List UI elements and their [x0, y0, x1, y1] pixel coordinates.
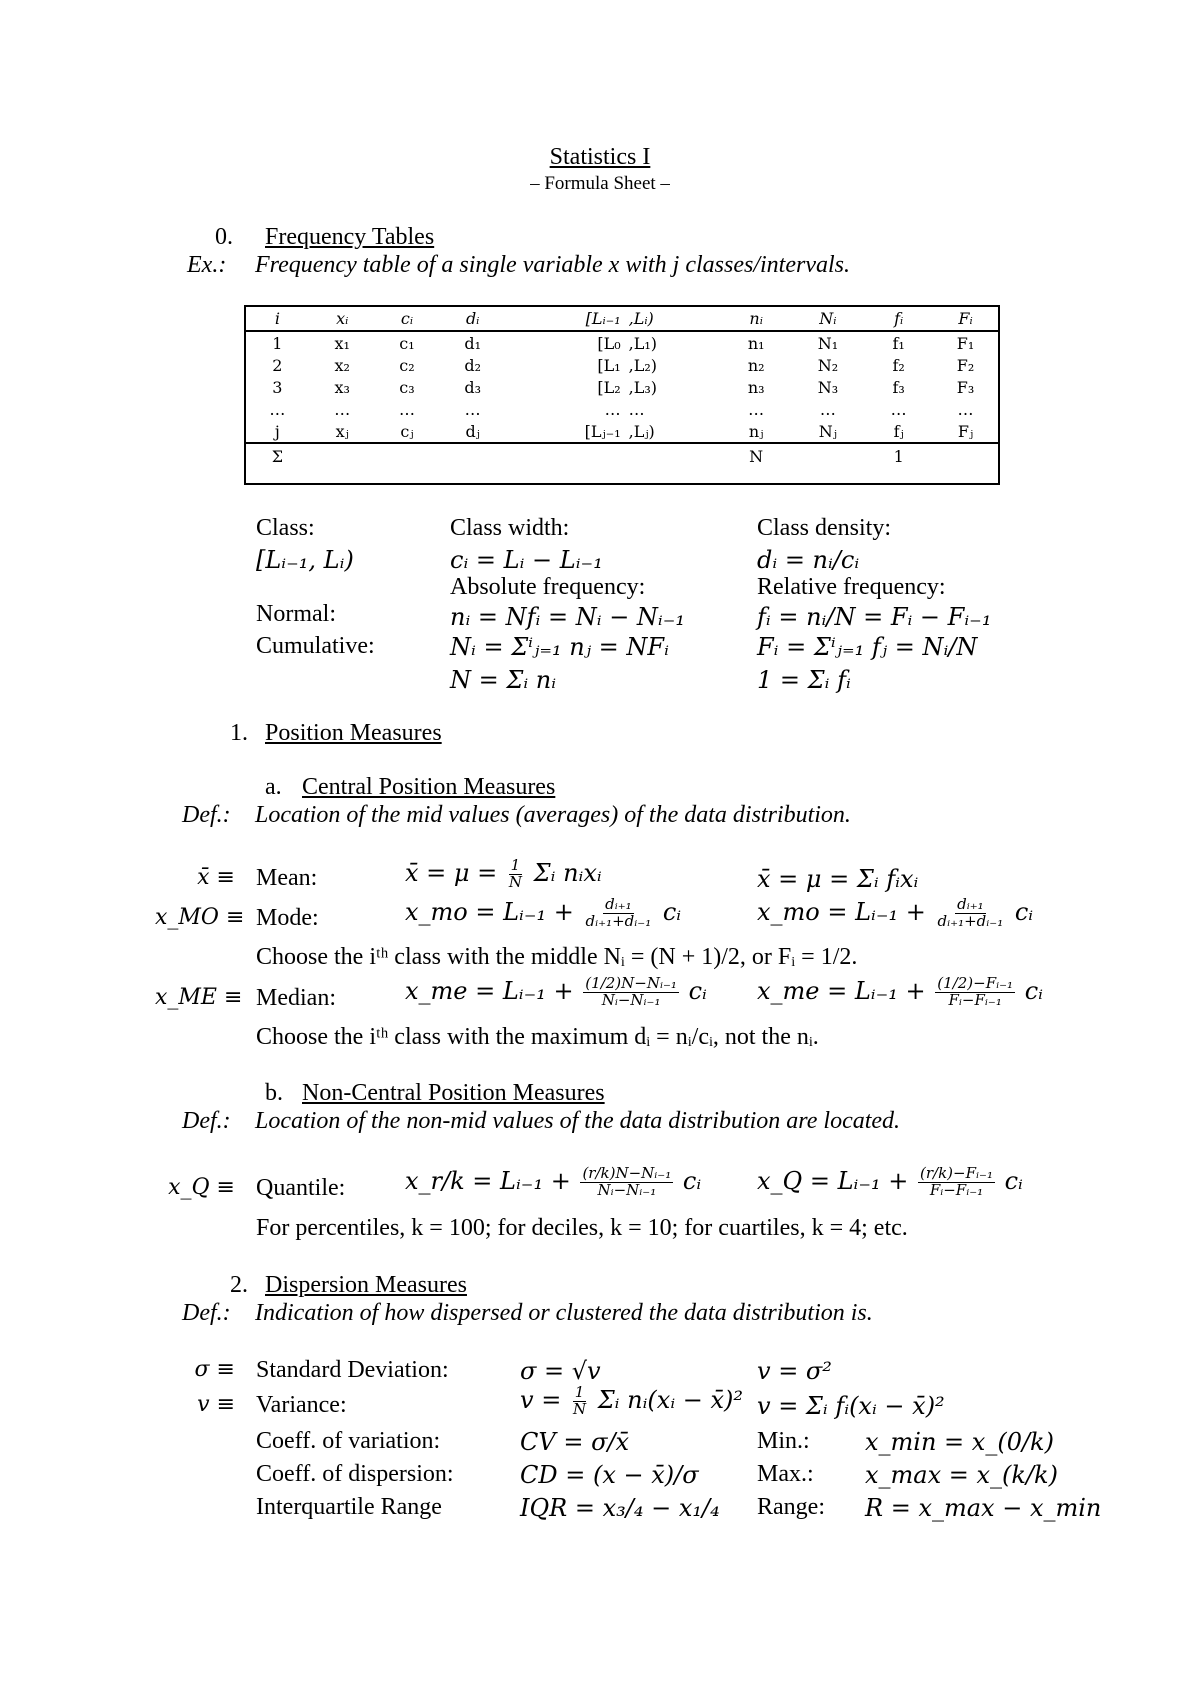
median-formula-1: x_me = Lᵢ₋₁ + $\frac{\text{(1/2)N−Nᵢ₋₁}}{\text{Nᵢ−Nᵢ₋₁}}$ cᵢ: [405, 974, 707, 1009]
iqr-formula: IQR = x₃/₄ − x₁/₄: [520, 1494, 720, 1522]
table-cell: [Lᵢ₋₁: [506, 306, 625, 331]
mean-formula-1: x̄ = μ = $\frac{1}{N}$ Σᵢ nᵢxᵢ: [405, 856, 602, 891]
mean-label: Mean:: [256, 865, 318, 891]
table-cell: c₃: [399, 377, 415, 397]
mode-symbol: x_MO ≡: [155, 905, 245, 930]
table-cell: F₂: [956, 355, 975, 375]
table-cell: ,Lⱼ): [628, 421, 655, 441]
section-heading: Dispersion Measures: [265, 1272, 467, 1298]
table-cell: d₂: [464, 355, 481, 375]
table-cell: fⱼ: [893, 421, 904, 441]
absolute-frequency-label: Absolute frequency:: [450, 574, 646, 600]
variance-label: Variance:: [256, 1392, 347, 1418]
class-density-formula: dᵢ = nᵢ/cᵢ: [757, 546, 860, 574]
cumulative-label: Cumulative:: [256, 633, 375, 659]
table-cell: N₂: [817, 355, 839, 375]
section-number: 0.: [215, 224, 233, 250]
table-cell: dⱼ: [465, 421, 480, 441]
table-cell: ,Lᵢ): [625, 306, 723, 331]
table-cell: ,L₂): [628, 355, 657, 375]
table-cell: 1: [272, 333, 283, 353]
table-cell: dᵢ: [439, 306, 506, 331]
mean-formula-2: x̄ = μ = Σᵢ fᵢxᵢ: [757, 865, 919, 893]
table-cell: xⱼ: [335, 421, 349, 441]
std-dev-formula-2: v = σ²: [757, 1357, 832, 1385]
subsection-number: a.: [265, 774, 282, 800]
table-cell: [L₀: [597, 333, 621, 353]
table-cell: c₂: [399, 355, 415, 375]
std-dev-symbol: σ ≡: [194, 1357, 235, 1382]
subsection-number: b.: [265, 1080, 283, 1106]
definition-label: Def.:: [182, 1300, 231, 1326]
iqr-label: Interquartile Range: [256, 1494, 442, 1520]
quantile-label: Quantile:: [256, 1175, 346, 1201]
table-cell: Nⱼ: [818, 421, 838, 441]
mean-symbol: x̄ ≡: [197, 865, 235, 890]
table-cell: …: [269, 399, 286, 419]
normal-abs-formula: nᵢ = Nfᵢ = Nᵢ − Nᵢ₋₁: [450, 603, 686, 631]
table-row: [245, 376, 1000, 398]
table-cell: n₂: [747, 355, 765, 375]
min-label: Min.:: [757, 1428, 810, 1454]
table-cell: Fⱼ: [957, 421, 974, 441]
median-formula-2: x_me = Lᵢ₋₁ + $\frac{\text{(1/2)−Fᵢ₋₁}}{\text{Fᵢ−Fᵢ₋₁}}$ cᵢ: [757, 974, 1043, 1009]
page-subtitle: – Formula Sheet –: [530, 173, 670, 194]
quantile-note: For percentiles, k = 100; for deciles, k = 10; for cuartiles, k = 4; etc.: [256, 1215, 908, 1241]
table-row: [245, 331, 1000, 354]
section-heading: Frequency Tables: [265, 224, 435, 250]
table-cell: n₁: [747, 333, 765, 353]
table-header-row: [245, 306, 1000, 331]
subsection-heading: Non-Central Position Measures: [302, 1080, 605, 1106]
std-dev-label: Standard Deviation:: [256, 1357, 449, 1383]
table-cell: xᵢ: [310, 306, 375, 331]
quantile-formula-1: x_r/k = Lᵢ₋₁ + $\frac{\text{(r/k)N−Nᵢ₋₁}}{\text{Nᵢ−Nᵢ₋₁}}$ cᵢ: [405, 1164, 702, 1199]
max-label: Max.:: [757, 1461, 814, 1487]
table-cell: 2: [272, 355, 283, 375]
range-label: Range:: [757, 1494, 825, 1520]
total-abs-formula: N = Σᵢ nᵢ: [450, 666, 557, 694]
table-cell: c₁: [399, 333, 415, 353]
table-cell: …: [819, 399, 836, 419]
normal-rel-formula: fᵢ = nᵢ/N = Fᵢ − Fᵢ₋₁: [757, 603, 992, 631]
table-cell: Σ: [245, 443, 310, 468]
table-cell: [L₂: [597, 377, 621, 397]
frequency-table: [245, 306, 1000, 468]
max-formula: x_max = x_(k/k): [865, 1461, 1058, 1489]
cumulative-rel-formula: Fᵢ = Σⁱⱼ₌₁ fⱼ = Nᵢ/N: [757, 633, 978, 661]
table-cell: [790, 443, 867, 468]
mode-formula-2: x_mo = Lᵢ₋₁ + $\frac{\text{dᵢ₊₁}}{\text{dᵢ₊₁+dᵢ₋₁}}$ cᵢ: [757, 895, 1034, 930]
table-cell: x₂: [334, 355, 350, 375]
table-cell: cⱼ: [400, 421, 414, 441]
table-cell: fᵢ: [866, 306, 931, 331]
table-cell: …: [464, 399, 481, 419]
table-cell: …: [334, 399, 351, 419]
mode-note: Choose the iᵗʰ class with the middle Nᵢ = (N + 1)/2, or Fᵢ = 1/2.: [256, 944, 858, 970]
table-cell: [931, 443, 1000, 468]
section-number: 1.: [230, 720, 248, 746]
relative-frequency-label: Relative frequency:: [757, 574, 946, 600]
range-formula: R = x_max − x_min: [865, 1494, 1102, 1522]
variance-formula-2: v = Σᵢ fᵢ(xᵢ − x̄)²: [757, 1392, 945, 1420]
table-cell: …: [957, 399, 974, 419]
cv-formula: CV = σ/x̄: [520, 1428, 630, 1456]
class-label: Class:: [256, 515, 315, 541]
table-cell: i: [245, 306, 310, 331]
table-cell: …: [628, 399, 645, 419]
definition-label: Def.:: [182, 802, 231, 828]
mode-formula-1: x_mo = Lᵢ₋₁ + $\frac{\text{dᵢ₊₁}}{\text{dᵢ₊₁+dᵢ₋₁}}$ cᵢ: [405, 895, 682, 930]
variance-formula-1: v = $\frac{1}{N}$ Σᵢ nᵢ(xᵢ − x̄)²: [520, 1383, 744, 1418]
section-number: 2.: [230, 1272, 248, 1298]
median-label: Median:: [256, 985, 336, 1011]
median-symbol: x_ME ≡: [155, 985, 243, 1010]
median-note: Choose the iᵗʰ class with the maximum dᵢ = nᵢ/cᵢ, not the nᵢ.: [256, 1024, 819, 1050]
table-cell: j: [274, 421, 280, 441]
table-cell: F₁: [956, 333, 975, 353]
table-cell: N₃: [817, 377, 839, 397]
class-width-label: Class width:: [450, 515, 570, 541]
quantile-symbol: x_Q ≡: [168, 1175, 235, 1200]
table-row: [245, 398, 1000, 420]
cd-label: Coeff. of dispersion:: [256, 1461, 454, 1487]
table-cell: f₂: [892, 355, 905, 375]
cumulative-abs-formula: Nᵢ = Σⁱⱼ₌₁ nⱼ = NFᵢ: [450, 633, 669, 661]
table-cell: f₃: [892, 377, 905, 397]
table-cell: ,L₃): [628, 377, 657, 397]
table-sum-row: [245, 443, 1000, 468]
class-formula: [Lᵢ₋₁, Lᵢ): [256, 546, 354, 574]
total-rel-formula: 1 = Σᵢ fᵢ: [757, 666, 851, 694]
definition-text: Location of the mid values (averages) of the data distribution.: [255, 802, 851, 828]
table-cell: 3: [272, 377, 283, 397]
min-formula: x_min = x_(0/k): [865, 1428, 1054, 1456]
table-cell: [310, 443, 375, 468]
definition-text: Indication of how dispersed or clustered the data distribution is.: [255, 1300, 873, 1326]
section-heading: Position Measures: [265, 720, 442, 746]
table-cell: Fᵢ: [931, 306, 1000, 331]
table-cell: x₁: [334, 333, 350, 353]
table-cell: nⱼ: [748, 421, 764, 441]
subsection-heading: Central Position Measures: [302, 774, 556, 800]
mode-label: Mode:: [256, 905, 319, 931]
cd-formula: CD = (x − x̄)/σ: [520, 1461, 699, 1489]
table-row: [245, 354, 1000, 376]
example-text: Frequency table of a single variable x with j classes/intervals.: [255, 252, 850, 278]
table-cell: N₁: [817, 333, 839, 353]
table-cell: …: [604, 399, 621, 419]
table-cell: d₁: [464, 333, 481, 353]
table-cell: F₃: [956, 377, 975, 397]
definition-text: Location of the non-mid values of the data distribution are located.: [255, 1108, 901, 1134]
table-cell: n₃: [747, 377, 765, 397]
table-cell: [L₁: [597, 355, 621, 375]
table-cell: …: [748, 399, 765, 419]
table-cell: d₃: [464, 377, 481, 397]
class-density-label: Class density:: [757, 515, 892, 541]
table-cell: cᵢ: [375, 306, 440, 331]
definition-label: Def.:: [182, 1108, 231, 1134]
table-cell: [506, 443, 625, 468]
class-width-formula: cᵢ = Lᵢ − Lᵢ₋₁: [450, 546, 603, 574]
table-cell: [375, 443, 440, 468]
example-label: Ex.:: [187, 252, 227, 278]
table-cell: …: [890, 399, 907, 419]
quantile-formula-2: x_Q = Lᵢ₋₁ + $\frac{\text{(r/k)−Fᵢ₋₁}}{\text{Fᵢ−Fᵢ₋₁}}$ cᵢ: [757, 1164, 1023, 1199]
table-cell: ,L₁): [628, 333, 657, 353]
table-row: [245, 420, 1000, 443]
table-cell: [439, 443, 506, 468]
normal-label: Normal:: [256, 601, 336, 627]
table-cell: [Lⱼ₋₁: [584, 421, 621, 441]
table-cell: Nᵢ: [790, 306, 867, 331]
cv-label: Coeff. of variation:: [256, 1428, 441, 1454]
table-cell: nᵢ: [723, 306, 790, 331]
page-title: Statistics I: [549, 144, 651, 170]
table-cell: N: [723, 443, 790, 468]
table-cell: x₃: [334, 377, 350, 397]
table-cell: f₁: [892, 333, 905, 353]
table-cell: 1: [866, 443, 931, 468]
std-dev-formula-1: σ = √v: [520, 1357, 601, 1385]
table-cell: [625, 443, 723, 468]
table-cell: …: [398, 399, 415, 419]
variance-symbol: v ≡: [197, 1392, 235, 1417]
